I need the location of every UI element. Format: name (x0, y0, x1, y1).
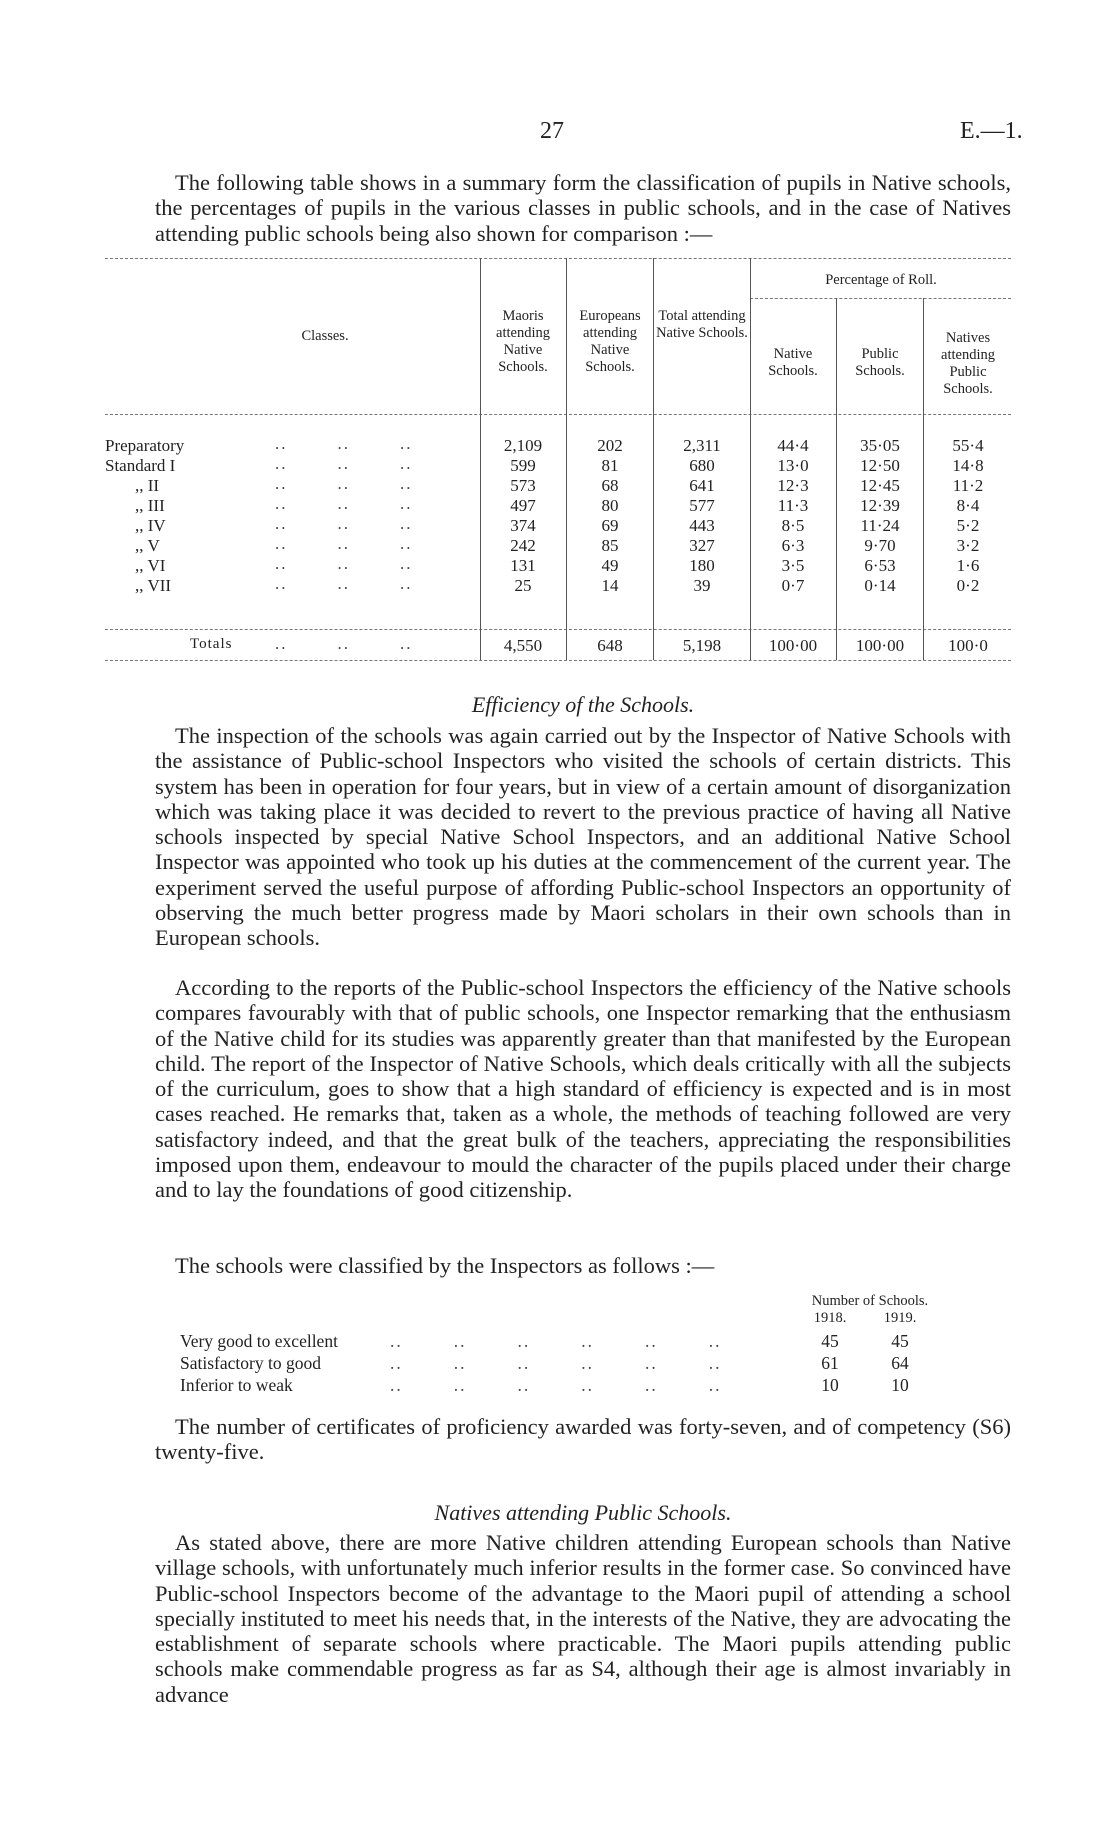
total-public-pct: 100·00 (855, 636, 905, 655)
cell-public-pct: 35·05 (860, 436, 900, 455)
cell-native-pct: 12·3 (777, 476, 809, 495)
paragraph-reports: According to the reports of the Public-school Inspectors the efficiency of the Native schools compares favourably with that of public schools, one Inspector remarking that the enthusiasm of the Native child for its studies was apparently greater than that manifested by the European child. The report of the Inspector of Native Schools, which deals critically with all the subjects of the curriculum, goes to show that a high standard of efficiency is expected and is in most cases reached. He remarks that, taken as a whole, the methods of teaching followed are very satisfactory indeed, and that the great bulk of the teachers, appreciating the responsibilities imposed upon them, endeavour to mould the character of the pupils placed under their charge and to lay the foundations of good citizenship. (155, 975, 1011, 1203)
header-percentage-group: Percentage of Roll. (825, 272, 937, 288)
header-classes: Classes. (301, 328, 349, 344)
table-row (105, 476, 1011, 496)
leader-dots: .. .. .. .. .. .. (390, 1353, 722, 1373)
cell-europeans: 81 (601, 456, 619, 475)
cell-maoris: 599 (510, 456, 536, 475)
cell-total: 443 (689, 516, 715, 535)
classification-table (105, 258, 1011, 660)
cell-native-pct: 0·7 (781, 576, 805, 595)
totals-label: Totals (190, 636, 233, 652)
row-label: ,, II (135, 476, 160, 495)
percentage-group-rule (750, 298, 1011, 299)
total-maoris: 4,550 (503, 636, 543, 655)
row-label: ,, III (135, 496, 165, 515)
total-natives-public-pct: 100·0 (948, 636, 988, 655)
cell-europeans: 80 (601, 496, 619, 515)
cell-europeans: 69 (601, 516, 619, 535)
table-row (105, 496, 1011, 516)
header-public-schools: Public Schools. (855, 346, 905, 379)
leader-dots: .. .. .. (275, 454, 413, 473)
classification-label: Inferior to weak (180, 1375, 293, 1395)
cell-maoris: 497 (510, 496, 536, 515)
leader-dots: .. .. .. (275, 554, 413, 573)
cell-natives-public-pct: 5·2 (956, 516, 980, 535)
cell-natives-public-pct: 14·8 (952, 456, 984, 475)
cell-europeans: 49 (601, 556, 619, 575)
cell-europeans: 202 (597, 436, 623, 455)
classification-label: Very good to excellent (180, 1331, 338, 1351)
leader-dots: .. .. .. (275, 474, 413, 493)
cell-maoris: 25 (514, 576, 532, 595)
totals-top-rule (105, 629, 1011, 630)
intro-paragraph: The following table shows in a summary form the classification of pupils in Native schools, the percentages of pupils in the various classes in public schools, and in the case of Natives attending public schools being also shown for comparison :— (155, 170, 1011, 246)
cell-maoris: 2,109 (503, 436, 543, 455)
header-native-schools: Native Schools. (768, 346, 818, 379)
cell-total: 577 (689, 496, 715, 515)
header-europeans: Europeans attending Native Schools. (579, 308, 641, 375)
total-native-pct: 100·00 (768, 636, 818, 655)
value-1918: 45 (821, 1331, 839, 1351)
cell-public-pct: 0·14 (864, 576, 896, 595)
value-1918: 61 (821, 1353, 839, 1373)
page-number: 27 (540, 118, 564, 144)
cell-total: 39 (693, 576, 711, 595)
header-total: Total attending Native Schools. (656, 308, 748, 341)
classification-row (180, 1353, 970, 1375)
row-label: ,, VI (135, 556, 166, 575)
cell-public-pct: 9·70 (864, 536, 896, 555)
leader-dots: .. .. .. (275, 514, 413, 533)
classification-row (180, 1331, 970, 1353)
cell-natives-public-pct: 0·2 (956, 576, 980, 595)
year-1919-head: 1919. (883, 1310, 917, 1326)
cell-europeans: 85 (601, 536, 619, 555)
row-label: ,, IV (135, 516, 166, 535)
cell-natives-public-pct: 11·2 (952, 476, 984, 495)
cell-public-pct: 12·39 (860, 496, 900, 515)
cell-natives-public-pct: 3·2 (956, 536, 980, 555)
cell-public-pct: 11·24 (860, 516, 900, 535)
totals-row (105, 636, 1011, 656)
row-label: Standard I (105, 456, 176, 475)
cell-europeans: 68 (601, 476, 619, 495)
cell-total: 680 (689, 456, 715, 475)
cell-maoris: 573 (510, 476, 536, 495)
cell-native-pct: 6·3 (781, 536, 805, 555)
table-row (105, 576, 1011, 596)
leader-dots: .. .. .. (275, 534, 413, 553)
total-total: 5,198 (682, 636, 722, 655)
cell-total: 180 (689, 556, 715, 575)
table-row (105, 456, 1011, 476)
cell-native-pct: 44·4 (777, 436, 809, 455)
cell-natives-public-pct: 8·4 (956, 496, 980, 515)
leader-dots: .. .. .. (275, 494, 413, 513)
cell-maoris: 242 (510, 536, 536, 555)
row-label: Preparatory (105, 436, 185, 455)
cell-maoris: 374 (510, 516, 536, 535)
value-1919: 45 (891, 1331, 909, 1351)
table-top-rule (105, 258, 1011, 259)
section-heading-natives-public: Natives attending Public Schools. (434, 1500, 732, 1525)
section-heading-efficiency: Efficiency of the Schools. (471, 692, 695, 717)
table-bottom-rule (105, 660, 1011, 661)
cell-public-pct: 12·45 (860, 476, 900, 495)
leader-dots: .. .. .. (275, 434, 413, 453)
table-row (105, 436, 1011, 456)
cell-natives-public-pct: 55·4 (952, 436, 984, 455)
row-label: ,, V (135, 536, 160, 555)
total-europeans: 648 (597, 636, 623, 655)
cell-europeans: 14 (601, 576, 619, 595)
value-1919: 64 (891, 1353, 909, 1373)
cell-native-pct: 8·5 (781, 516, 805, 535)
cell-native-pct: 3·5 (781, 556, 805, 575)
cell-native-pct: 13·0 (777, 456, 809, 475)
cell-maoris: 131 (510, 556, 536, 575)
document-reference: E.—1. (960, 118, 1023, 144)
table-row (105, 516, 1011, 536)
paragraph-certificates: The number of certificates of proficiency awarded was forty-seven, and of competency (S6) twenty-five. (155, 1414, 1011, 1465)
leader-dots: .. .. .. .. .. .. (390, 1375, 722, 1395)
cell-public-pct: 6·53 (864, 556, 896, 575)
cell-total: 327 (689, 536, 715, 555)
cell-native-pct: 11·3 (777, 496, 809, 515)
year-1918-head: 1918. (813, 1310, 847, 1326)
table-row (105, 536, 1011, 556)
value-1919: 10 (891, 1375, 909, 1395)
cell-total: 2,311 (683, 436, 721, 455)
cell-natives-public-pct: 1·6 (956, 556, 980, 575)
value-1918: 10 (821, 1375, 839, 1395)
paragraph-natives-public: As stated above, there are more Native children attending European schools than Native village schools, with unfortunately much inferior results in the former case. So convinced have Public-school Inspectors become of the advantage to the Maori pupil of attending a school specially instituted to meet his needs that, in the interests of the Native, they are advocating the establishment of separate schools where practicable. The Maori pupils attending public schools make commendable progress as far as S4, although their age is almost invariably in advance (155, 1530, 1011, 1707)
row-label: ,, VII (135, 576, 172, 595)
paragraph-classified: The schools were classified by the Inspectors as follows :— (175, 1253, 715, 1278)
leader-dots: .. .. .. (275, 574, 413, 593)
header-maoris: Maoris attending Native Schools. (496, 308, 550, 375)
header-bottom-rule (105, 414, 1011, 415)
number-of-schools-head: Number of Schools. (811, 1293, 929, 1309)
cell-public-pct: 12·50 (860, 456, 900, 475)
leader-dots: .. .. .. (275, 634, 413, 653)
cell-total: 641 (689, 476, 715, 495)
classification-row (180, 1375, 970, 1397)
classification-label: Satisfactory to good (180, 1353, 321, 1373)
table-row (105, 556, 1011, 576)
paragraph-inspection: The inspection of the schools was again carried out by the Inspector of Native Schools with the assistance of Public-school Inspectors who visited the schools of certain districts. This system has been in operation for four years, but in view of a certain amount of disorganization which was taking place it was decided to revert to the previous practice of having all Native schools inspected by special Native School Inspectors, and an additional Native School Inspector was appointed who took up his duties at the commencement of the current year. The experiment served the useful purpose of affording Public-school Inspectors an opportunity of observing the much better progress made by Maori scholars in their own schools than in European schools. (155, 723, 1011, 951)
header-natives-public: Natives attending Public Schools. (941, 330, 995, 397)
leader-dots: .. .. .. .. .. .. (390, 1331, 722, 1351)
